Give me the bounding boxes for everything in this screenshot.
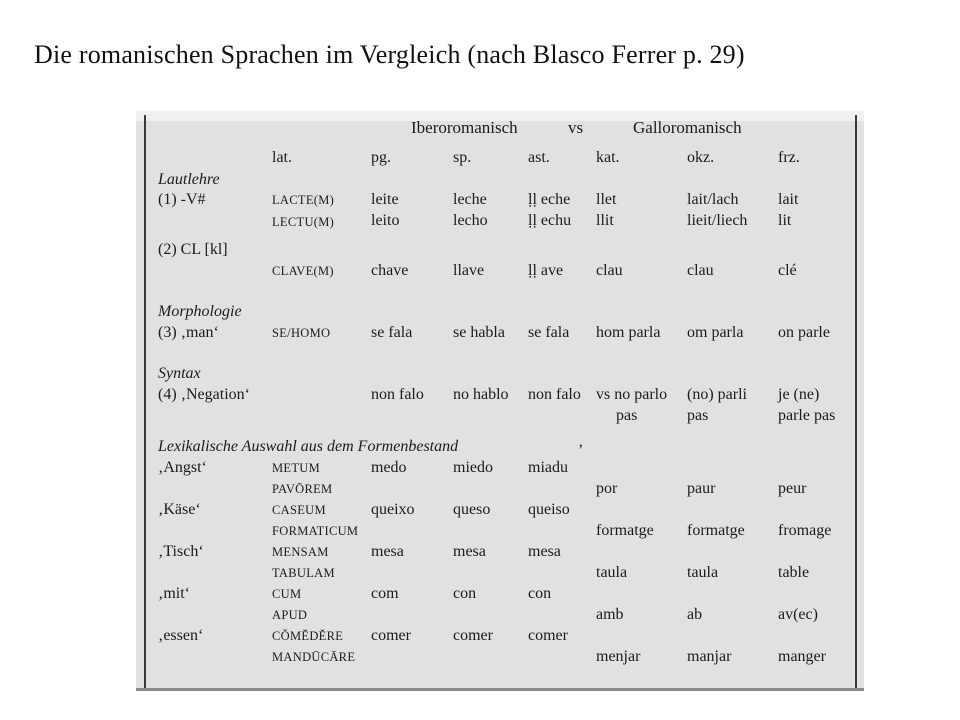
right-border-line xyxy=(855,115,857,688)
label-angst: ‚Angst‘ xyxy=(158,459,207,476)
lacte-kat: llet xyxy=(596,191,617,208)
label-cl: (2) CL [kl] xyxy=(158,241,228,258)
lat-manducare: MANDŪCĀRE xyxy=(272,650,356,664)
tabulam-kat: taula xyxy=(596,564,628,581)
label-man: (3) ‚man‘ xyxy=(158,324,219,341)
lat-lectu: LECTU(M) xyxy=(272,215,335,229)
label-tisch: ‚Tisch‘ xyxy=(158,543,204,560)
man-sp: se habla xyxy=(453,324,505,341)
negation-okz-line1: (no) parli xyxy=(687,386,747,403)
lectu-ast: ḷḷ echu xyxy=(528,212,572,229)
lectu-frz: lit xyxy=(778,212,792,229)
lat-clave: CLAVE(M) xyxy=(272,264,334,278)
lectu-kat: llit xyxy=(596,212,614,229)
slide-title: Die romanischen Sprachen im Vergleich (nach Blasco Ferrer p. 29) xyxy=(34,40,745,69)
negation-pg: non falo xyxy=(371,386,424,403)
clave-frz: clé xyxy=(778,262,797,279)
lectu-pg: leito xyxy=(371,212,400,229)
lat-metum: METUM xyxy=(272,461,321,475)
mensam-sp: mesa xyxy=(453,543,486,560)
tabulam-okz: taula xyxy=(687,564,719,581)
apud-okz: ab xyxy=(687,606,703,623)
pavorem-okz: paur xyxy=(687,480,716,497)
lat-pavorem: PAVŌREM xyxy=(272,482,333,496)
formaticum-frz: fromage xyxy=(778,522,832,539)
lat-formaticum: FORMATICUM xyxy=(272,524,359,538)
label-kaese: ‚Käse‘ xyxy=(158,501,201,518)
negation-frz-line2: parle pas xyxy=(778,407,836,424)
negation-frz-line1: je (ne) xyxy=(778,386,820,403)
man-okz: om parla xyxy=(687,324,744,341)
comedere-pg: comer xyxy=(371,627,411,644)
apud-kat: amb xyxy=(596,606,624,623)
header-galloromanisch: Galloromanisch xyxy=(633,118,742,137)
mensam-ast: mesa xyxy=(528,543,561,560)
col-lat: lat. xyxy=(272,149,292,166)
col-kat: kat. xyxy=(596,149,620,166)
lat-mensam: MENSAM xyxy=(272,545,329,559)
negation-sp: no hablo xyxy=(453,386,509,403)
header-tick-mark: ‚ xyxy=(578,433,584,450)
section-syntax: Syntax xyxy=(158,365,201,382)
label-essen: ‚essen‘ xyxy=(158,627,204,644)
caseum-ast: queiso xyxy=(528,501,570,518)
lat-comedere: CŎMĔDĔRE xyxy=(272,629,344,643)
label-negation: (4) ‚Negation‘ xyxy=(158,386,250,403)
man-kat: hom parla xyxy=(596,324,661,341)
lat-sehomo: SE/HOMO xyxy=(272,326,331,340)
clave-sp: llave xyxy=(453,262,485,279)
negation-kat-line2: pas xyxy=(616,407,638,424)
clave-okz: clau xyxy=(687,262,714,279)
formaticum-kat: formatge xyxy=(596,522,654,539)
section-lexik: Lexikalische Auswahl aus dem Formenbestand xyxy=(158,438,459,455)
lectu-okz: lieit/liech xyxy=(687,212,748,229)
negation-ast: non falo xyxy=(528,386,581,403)
cum-pg: com xyxy=(371,585,399,602)
metum-sp: miedo xyxy=(453,459,493,476)
manducare-okz: manjar xyxy=(687,648,732,665)
header-iberoromanisch: Iberoromanisch xyxy=(411,118,518,137)
col-ast: ast. xyxy=(528,149,550,166)
col-frz: frz. xyxy=(778,149,800,166)
comedere-ast: comer xyxy=(528,627,568,644)
man-frz: on parle xyxy=(778,324,830,341)
lacte-frz: lait xyxy=(778,191,799,208)
header-vs: vs xyxy=(568,118,584,137)
col-pg: pg. xyxy=(371,149,391,166)
lat-cum: CUM xyxy=(272,587,302,601)
section-morphologie: Morphologie xyxy=(158,303,242,320)
man-ast: se fala xyxy=(528,324,570,341)
metum-pg: medo xyxy=(371,459,407,476)
comedere-sp: comer xyxy=(453,627,493,644)
lat-lacte: LACTE(M) xyxy=(272,193,335,207)
lectu-sp: lecho xyxy=(453,212,488,229)
caseum-sp: queso xyxy=(453,501,491,518)
lacte-sp: leche xyxy=(453,191,487,208)
caseum-pg: queixo xyxy=(371,501,415,518)
scanned-table xyxy=(136,111,864,691)
lacte-okz: lait/lach xyxy=(687,191,739,208)
mensam-pg: mesa xyxy=(371,543,404,560)
clave-kat: clau xyxy=(596,262,623,279)
lat-caseum: CASEUM xyxy=(272,503,326,517)
cum-ast: con xyxy=(528,585,552,602)
clave-pg: chave xyxy=(371,262,409,279)
man-pg: se fala xyxy=(371,324,413,341)
metum-ast: miadu xyxy=(528,459,568,476)
apud-frz: av(ec) xyxy=(778,606,818,623)
left-border-line xyxy=(144,115,146,688)
tabulam-frz: table xyxy=(778,564,810,581)
manducare-frz: manger xyxy=(778,648,826,665)
label-v: (1) -V# xyxy=(158,191,206,208)
manducare-kat: menjar xyxy=(596,648,641,665)
negation-kat-line1: vs no parlo xyxy=(596,386,668,403)
pavorem-kat: por xyxy=(596,480,618,497)
col-okz: okz. xyxy=(687,149,715,166)
lacte-pg: leite xyxy=(371,191,399,208)
formaticum-okz: formatge xyxy=(687,522,745,539)
negation-okz-line2: pas xyxy=(687,407,709,424)
col-sp: sp. xyxy=(453,149,472,166)
lat-tabulam: TABULAM xyxy=(272,566,335,580)
section-lautlehre: Lautlehre xyxy=(158,171,220,188)
clave-ast: ḷḷ ave xyxy=(528,262,564,279)
pavorem-frz: peur xyxy=(778,480,807,497)
label-mit: ‚mit‘ xyxy=(158,585,190,602)
scan-bottom-edge xyxy=(136,688,864,691)
lacte-ast: ḷḷ eche xyxy=(528,191,571,208)
cum-sp: con xyxy=(453,585,477,602)
lat-apud: APUD xyxy=(272,608,308,622)
